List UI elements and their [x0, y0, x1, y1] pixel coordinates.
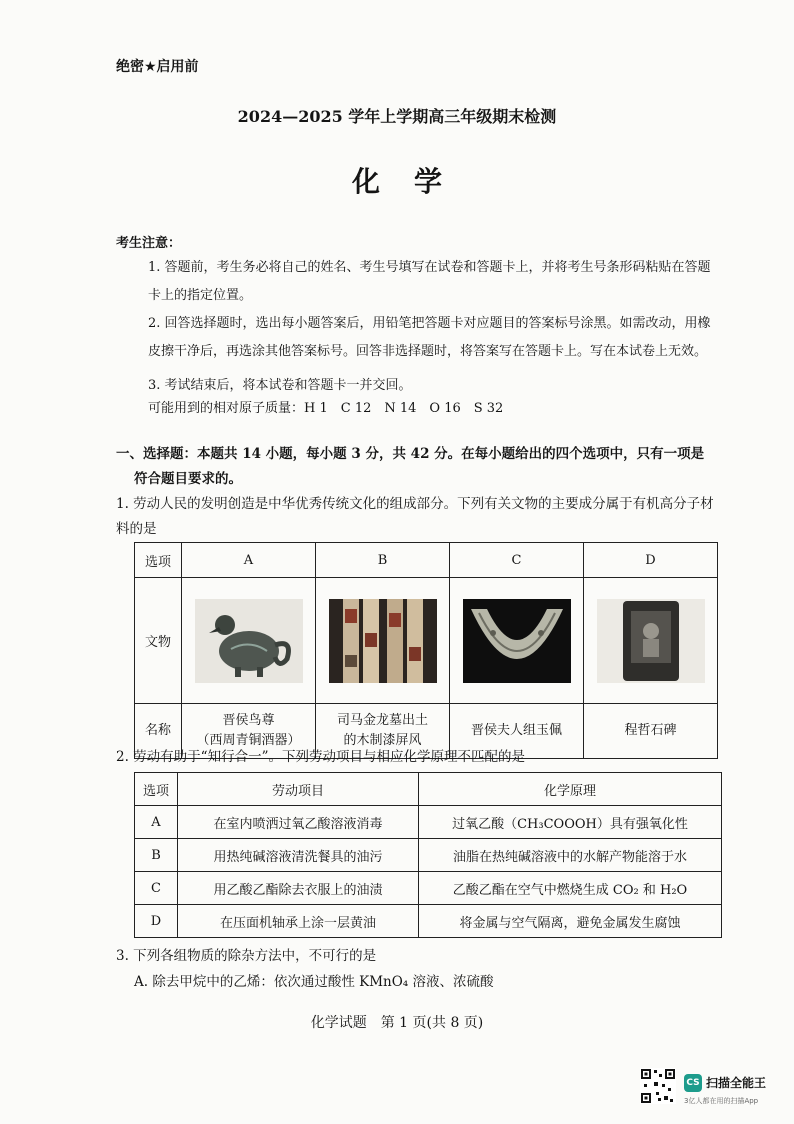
- artifact-name-line: （西周青铜酒器）: [196, 733, 301, 748]
- camscanner-logo: CS: [684, 1074, 702, 1092]
- principle-cell: 过氧乙酸（CH₃COOOH）具有强氧化性: [419, 806, 722, 839]
- scanner-app-name: 扫描全能王: [706, 1076, 767, 1090]
- scanner-tagline: 3亿人都在用的扫描App: [684, 1097, 759, 1105]
- option-label: C: [450, 543, 584, 578]
- labor-cell: 在室内喷洒过氧乙酸溶液消毒: [178, 806, 419, 839]
- option-cell: D: [135, 905, 178, 938]
- note-item: 1. 答题前，考生务必将自己的姓名、考生号填写在试卷和答题卡上，并将考生号条形码粘贴在答题卡上的指定位置。: [148, 260, 711, 303]
- artifact-name-line: 司马金龙墓出土: [336, 713, 428, 728]
- row-header: 名称: [135, 704, 182, 759]
- note-item: 3. 考试结束后，将本试卷和答题卡一并交回。: [148, 378, 412, 393]
- question-2-stem: 2. 劳动有助于“知行合一”。下列劳动项目与相应化学原理不匹配的是: [116, 749, 525, 765]
- artifact-name-line: 晋侯鸟尊: [222, 713, 275, 728]
- column-header: 化学原理: [419, 773, 722, 806]
- exam-title: 2024—2025 学年上学期高三年级期末检测: [237, 107, 557, 126]
- labor-cell: 用乙酸乙酯除去衣服上的油渍: [178, 872, 419, 905]
- artifact-name-line: 的木制漆屏风: [343, 733, 422, 748]
- section-heading: [116, 442, 716, 492]
- option-cell: B: [135, 839, 178, 872]
- question-3-option-a: A. 除去甲烷中的乙烯：依次通过酸性 KMnO₄ 溶液、浓硫酸: [134, 974, 494, 990]
- artifact-cell: [584, 578, 718, 704]
- row-header: 选项: [135, 543, 182, 578]
- lacquer-screen-image: [329, 599, 437, 683]
- table-row: [135, 872, 722, 905]
- artifact-cell: [450, 578, 584, 704]
- artifact-name-line: 晋侯夫人组玉佩: [470, 723, 562, 738]
- qr-code-icon: [640, 1068, 676, 1104]
- labor-cell: 用热纯碱溶液清洗餐具的油污: [178, 839, 419, 872]
- section-heading-line: 一、选择题：本题共 14 小题，每小题 3 分，共 42 分。在每小题给出的四个选项中，只有一项是: [116, 446, 705, 462]
- bronze-bird-vessel-image: [195, 599, 303, 683]
- section-heading-line: 符合题目要求的。: [134, 471, 242, 487]
- option-label: D: [584, 543, 718, 578]
- artifact-name-line: 程哲石碑: [624, 723, 677, 738]
- page-footer: 化学试题 第 1 页(共 8 页): [310, 1015, 484, 1031]
- atomic-masses: 可能用到的相对原子质量：H 1 C 12 N 14 O 16 S 32: [148, 401, 504, 416]
- note-item: 2. 回答选择题时，选出每小题答案后，用铅笔把答题卡对应题目的答案标号涂黑。如需改动，用橡皮擦干净后，再选涂其他答案标号。回答非选择题时，将答案写在答题卡上。写在本试卷上无效。: [148, 316, 711, 359]
- question-2-table: [134, 772, 722, 938]
- question-1-stem: 1. 劳动人民的发明创造是中华优秀传统文化的组成部分。下列有关文物的主要成分属于有机高分子材料的是: [116, 496, 714, 537]
- option-label: A: [182, 543, 316, 578]
- column-header: 选项: [135, 773, 178, 806]
- artifact-cell: [316, 578, 450, 704]
- artifact-cell: [182, 578, 316, 704]
- option-cell: C: [135, 872, 178, 905]
- option-label: B: [316, 543, 450, 578]
- option-cell: A: [135, 806, 178, 839]
- principle-cell: 乙酸乙酯在空气中燃烧生成 CO₂ 和 H₂O: [419, 872, 722, 905]
- column-header: 劳动项目: [178, 773, 419, 806]
- table-row: [135, 806, 722, 839]
- table-row: [135, 839, 722, 872]
- row-header: 文物: [135, 578, 182, 704]
- table-row: [135, 905, 722, 938]
- question-3-stem: 3. 下列各组物质的除杂方法中，不可行的是: [116, 948, 377, 964]
- stone-stele-image: [597, 599, 705, 683]
- artifact-name: [584, 704, 718, 759]
- question-1-table: [134, 542, 718, 759]
- notes-heading: 考生注意：: [116, 236, 182, 251]
- jade-pendant-image: [463, 599, 571, 683]
- principle-cell: 将金属与空气隔离，避免金属发生腐蚀: [419, 905, 722, 938]
- subject-title: 化学: [351, 165, 476, 198]
- principle-cell: 油脂在热纯碱溶液中的水解产物能溶于水: [419, 839, 722, 872]
- confidential-label: 绝密★启用前: [116, 59, 199, 75]
- labor-cell: 在压面机轴承上涂一层黄油: [178, 905, 419, 938]
